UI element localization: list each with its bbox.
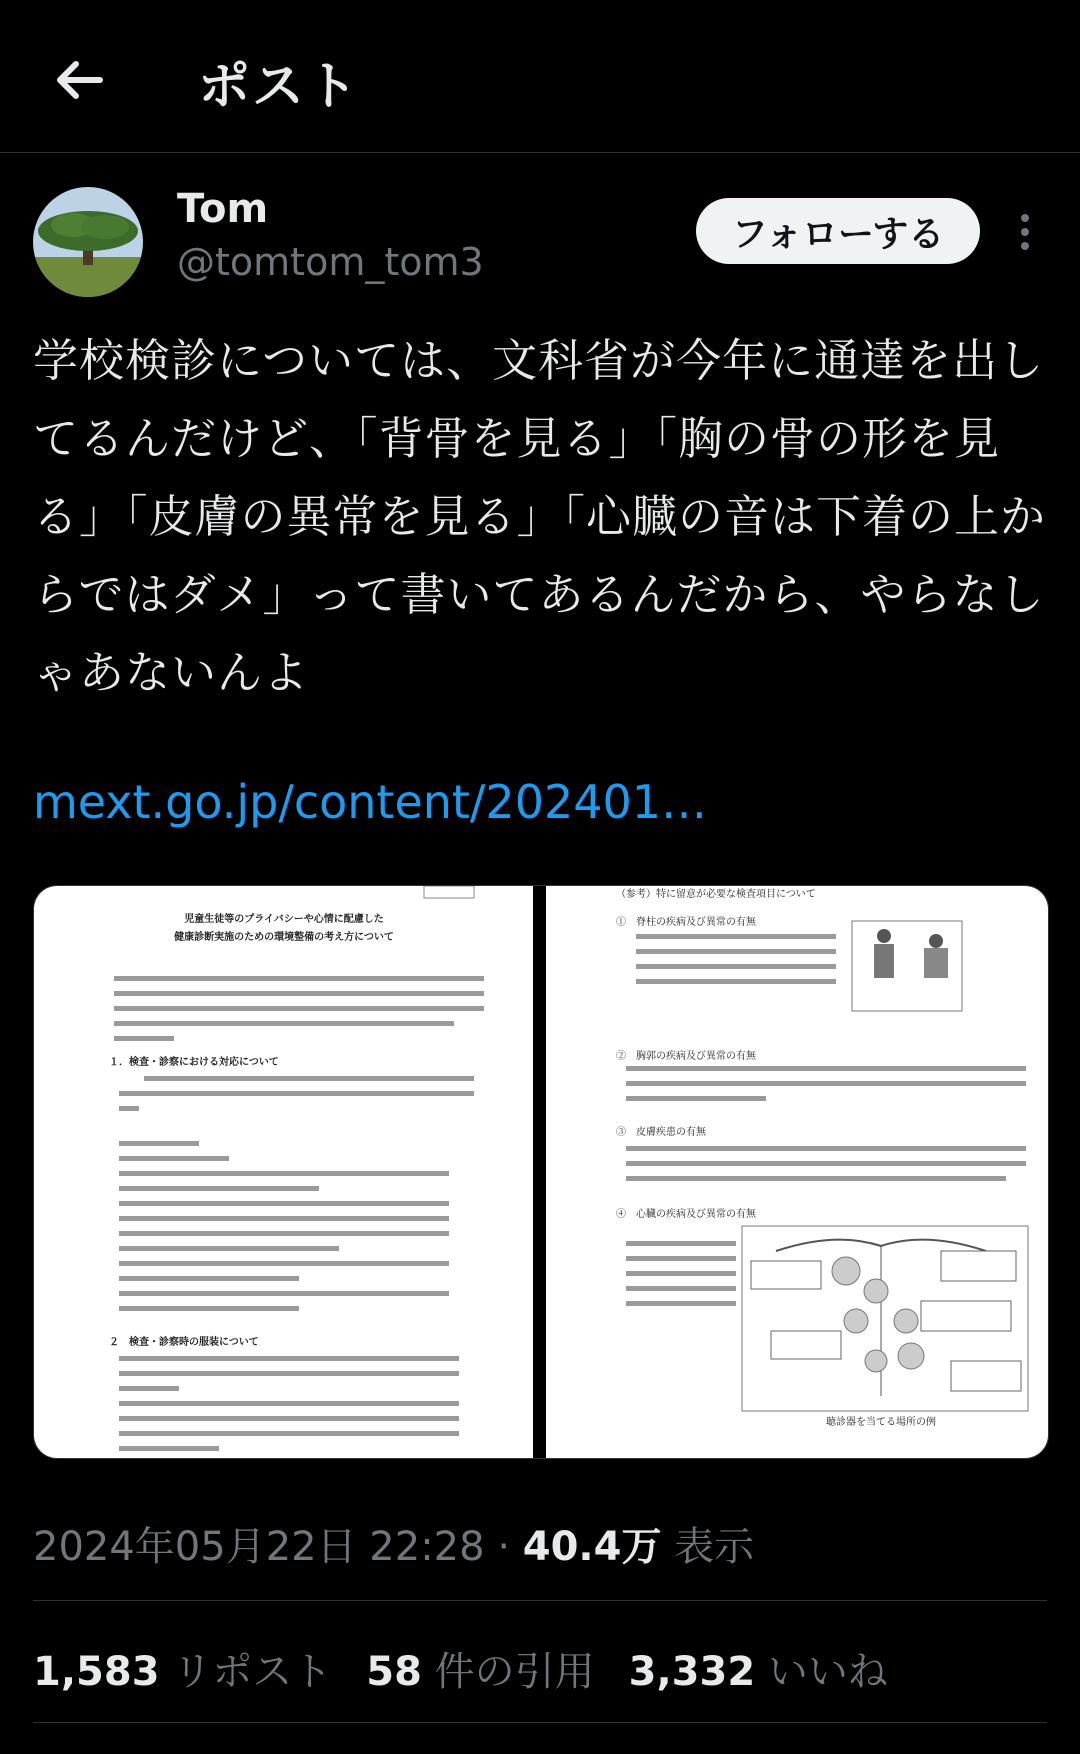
media-image-document-page-1[interactable]	[34, 886, 533, 1458]
doc-section-2: ２ 検査・診察時の服装について	[109, 1337, 259, 1348]
tweet-text: 学校検診については、文科省が今年に通達を出してるんだけど、「背骨を見る」「胸の骨の形を見る」「皮膚の異常を見る」「心臓の音は下着の上からではダメ」って書いてあるんだから、やらなしゃあないんよ	[33, 334, 1047, 699]
tweet-timestamp[interactable]: 2024年05月22日 22:28	[33, 1524, 485, 1570]
doc-caption: 聴診器を当てる場所の例	[826, 1417, 936, 1428]
back-arrow-icon[interactable]	[52, 52, 108, 108]
doc-title-line-2: 健康診断実施のための環境整備の考え方について	[174, 932, 394, 943]
quote-count-label: 件の引用	[434, 1649, 595, 1695]
doc-title-line-1: 児童生徒等のプライバシーや心情に配慮した	[184, 914, 384, 925]
avatar[interactable]	[33, 187, 143, 297]
tweet-link[interactable]: mext.go.jp/content/202401…	[33, 775, 708, 829]
view-count-label: 表示	[674, 1524, 755, 1570]
top-bar	[0, 0, 1080, 153]
divider	[33, 1722, 1047, 1723]
like-count[interactable]	[629, 1640, 888, 1697]
page-title: ポスト	[198, 57, 361, 117]
view-count: 40.4万	[522, 1524, 662, 1570]
like-count-label: いいね	[767, 1649, 888, 1695]
media-image-document-page-2[interactable]	[546, 886, 1048, 1458]
engagement-stats	[33, 1640, 888, 1697]
doc-item-4: ④ 心臓の疾病及び異常の有無	[616, 1209, 756, 1220]
meta-separator: ·	[497, 1524, 511, 1570]
timestamp-row	[33, 1515, 754, 1572]
doc-item-3: ③ 皮膚疾患の有無	[616, 1127, 706, 1138]
repost-count-label: リポスト	[172, 1649, 333, 1695]
repost-count[interactable]	[33, 1640, 332, 1697]
repost-count-value: 1,583	[33, 1649, 160, 1695]
doc-section-1: １．検査・診察における対応について	[109, 1057, 279, 1068]
doc-heading: （参考）特に留意が必要な検査項目について	[616, 889, 816, 900]
follow-button[interactable]: フォローする	[696, 198, 980, 264]
quote-count[interactable]	[366, 1640, 594, 1697]
quote-count-value: 58	[366, 1649, 422, 1695]
author-handle[interactable]: @tomtom_tom3	[177, 240, 484, 284]
author-display-name[interactable]: Tom	[177, 186, 269, 232]
doc-item-1: ① 脊柱の疾病及び異常の有無	[616, 917, 756, 928]
like-count-value: 3,332	[628, 1649, 756, 1695]
doc-item-2: ② 胸郭の疾病及び異常の有無	[616, 1051, 756, 1062]
more-options-icon[interactable]	[1010, 210, 1040, 254]
divider	[33, 1600, 1047, 1601]
media-gallery	[33, 885, 1049, 1459]
